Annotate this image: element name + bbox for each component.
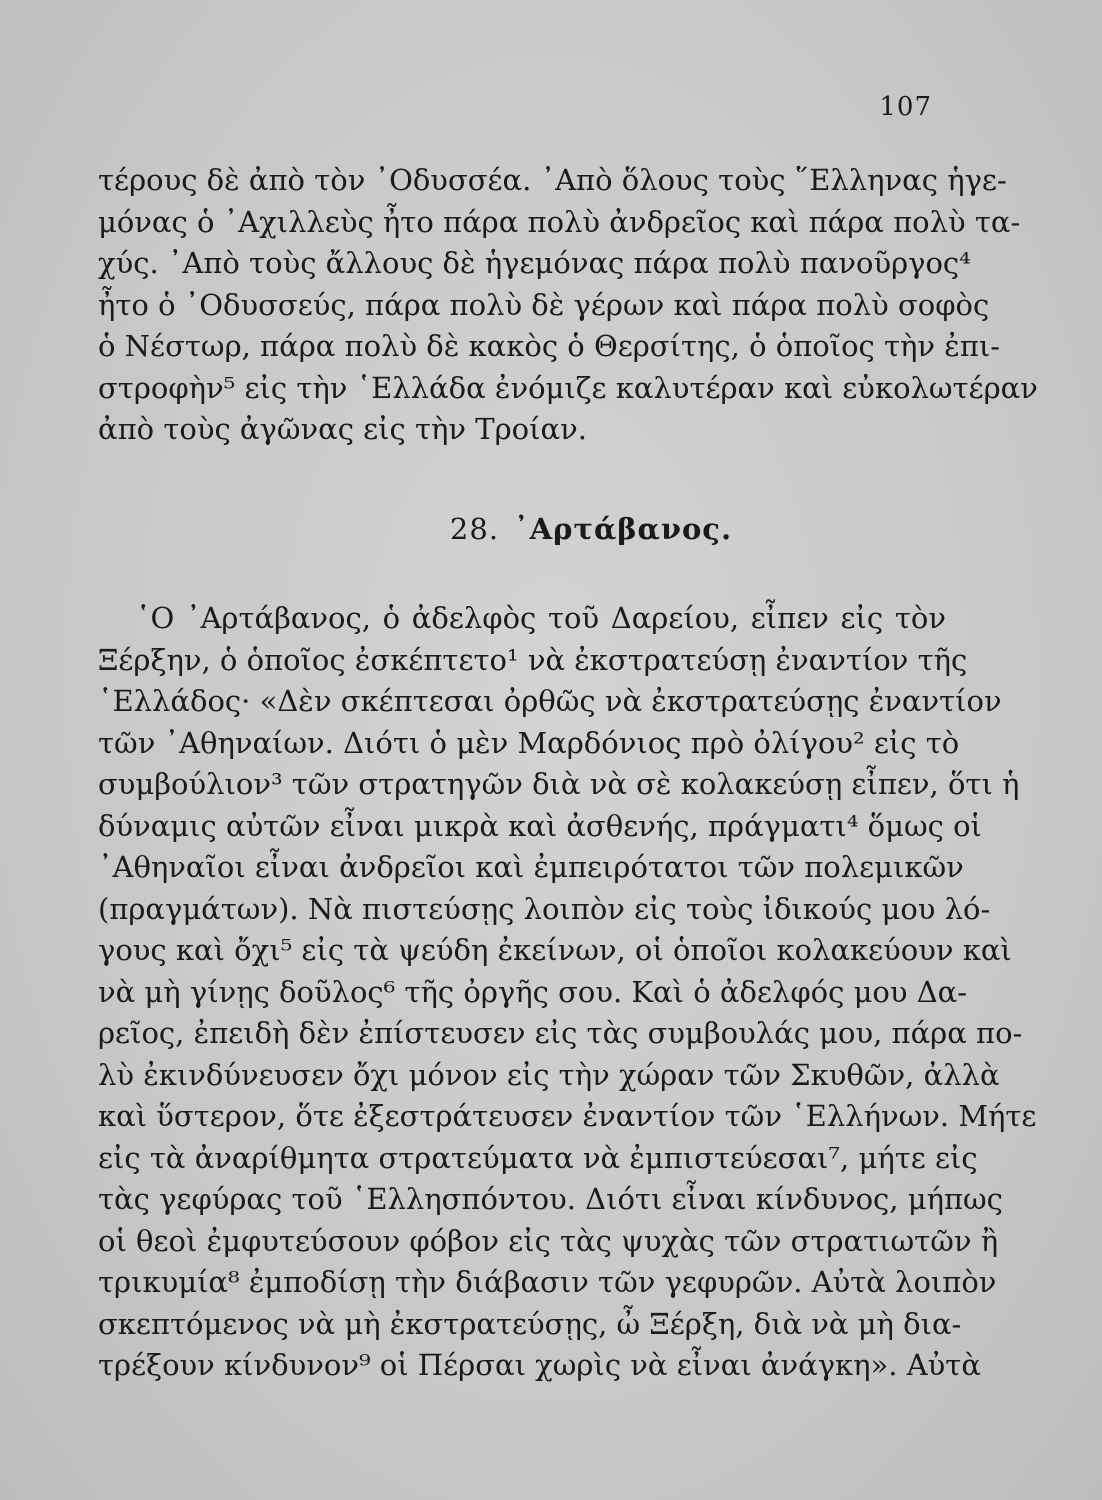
text-line: γους καὶ ὄχι⁵ εἰς τὰ ψεύδη ἐκείνων, οἱ ὁποῖοι κολακεύουν καὶ bbox=[98, 933, 1012, 967]
text-line: εἰς τὰ ἀναρίθμητα στρατεύματα νὰ ἐμπιστεύεσαι⁷, μήτε εἰς bbox=[98, 1140, 978, 1175]
section-title: ᾿Αρτάβανος. bbox=[514, 512, 733, 546]
text-line: ἦτο ὁ ᾿Οδυσσεύς, πάρα πολὺ δὲ γέρων καὶ πάρα πολὺ σοφὸς bbox=[98, 287, 990, 322]
text-line: στροφὴν⁵ εἰς τὴν ῾Ελλάδα ἐνόμιζε καλυτέραν καὶ εὐκολωτέραν bbox=[98, 370, 1038, 405]
text-line: συμβούλιον³ τῶν στρατηγῶν διὰ νὰ σὲ κολακεύσῃ εἶπεν, ὅτι ἡ bbox=[98, 767, 1020, 801]
text-line: τέρους δὲ ἀπὸ τὸν ᾿Οδυσσέα. ᾿Απὸ ὅλους τοὺς ῞Ελληνας ἡγε- bbox=[98, 163, 1007, 197]
text-line: τὰς γεφύρας τοῦ ῾Ελλησπόντου. Διότι εἶναι κίνδυνος, μήπως bbox=[98, 1182, 1003, 1216]
text-line: δύναμις αὐτῶν εἶναι μικρὰ καὶ ἀσθενής, πράγματι⁴ ὅμως οἱ bbox=[98, 808, 982, 843]
text-line: οἱ θεοὶ ἐμφυτεύσουν φόβον εἰς τὰς ψυχὰς τῶν στρατιωτῶν ἢ bbox=[98, 1223, 999, 1258]
text-line: τῶν ᾿Αθηναίων. Διότι ὁ μὲν Μαρδόνιος πρὸ ὀλίγου² εἰς τὸ bbox=[98, 725, 960, 760]
section-number: 28. bbox=[449, 512, 500, 546]
paragraph-continuation bbox=[98, 160, 1038, 451]
page-number: 107 bbox=[879, 92, 932, 122]
section-paragraph bbox=[98, 598, 1037, 1387]
text-line: ἀπὸ τοὺς ἀγῶνας εἰς τὴν Τροίαν. bbox=[98, 412, 587, 446]
text-line: χύς. ᾿Απὸ τοὺς ἄλλους δὲ ἡγεμόνας πάρα πολὺ πανοῦργος⁴ bbox=[98, 246, 971, 280]
section-heading bbox=[0, 512, 1102, 546]
text-line: μόνας ὁ ᾿Αχιλλεὺς ἦτο πάρα πολὺ ἀνδρεῖος καὶ πάρα πολὺ τα- bbox=[98, 204, 1021, 239]
text-line: ῾Ο ᾿Αρτάβανος, ὁ ἀδελφὸς τοῦ Δαρείου, εἶπεν εἰς τὸν bbox=[136, 601, 946, 635]
text-line: ὁ Νέστωρ, πάρα πολὺ δὲ κακὸς ὁ Θερσίτης, ὁ ὁποῖος τὴν ἐπι- bbox=[98, 329, 1001, 363]
text-line: νὰ μὴ γίνῃς δοῦλος⁶ τῆς ὀργῆς σου. Καὶ ὁ ἀδελφός μου Δα- bbox=[98, 974, 968, 1009]
text-line: λὺ ἐκινδύνευσεν ὄχι μόνον εἰς τὴν χώραν τῶν Σκυθῶν, ἀλλὰ bbox=[98, 1057, 1000, 1092]
text-line: (πραγμάτων). Νὰ πιστεύσῃς λοιπὸν εἰς τοὺς ἰδικούς μου λό- bbox=[98, 891, 991, 926]
text-line: σκεπτόμενος νὰ μὴ ἐκστρατεύσῃς, ὦ Ξέρξη, διὰ νὰ μὴ δια- bbox=[98, 1306, 962, 1341]
text-line: Ξέρξην, ὁ ὁποῖος ἐσκέπτετο¹ νὰ ἐκστρατεύσῃ ἐναντίον τῆς bbox=[98, 642, 968, 677]
text-line: ᾿Αθηναῖοι εἶναι ἀνδρεῖοι καὶ ἐμπειρότατοι τῶν πολεμικῶν bbox=[98, 850, 964, 884]
text-line: τρέξουν κίνδυνον⁹ οἱ Πέρσαι χωρὶς νὰ εἶναι ἀνάγκη». Αὐτὰ bbox=[98, 1348, 981, 1382]
text-line: τρικυμία⁸ ἐμποδίσῃ τὴν διάβασιν τῶν γεφυρῶν. Αὐτὰ λοιπὸν bbox=[98, 1265, 997, 1299]
text-line: ῾Ελλάδος· «Δὲν σκέπτεσαι ὀρθῶς νὰ ἐκστρατεύσῃς ἐναντίον bbox=[98, 684, 1002, 718]
text-line: ρεῖος, ἐπειδὴ δὲν ἐπίστευσεν εἰς τὰς συμβουλάς μου, πάρα πο- bbox=[98, 1016, 1023, 1050]
text-line: καὶ ὕστερον, ὅτε ἐξεστράτευσεν ἐναντίον τῶν ῾Ελλήνων. Μήτε bbox=[98, 1099, 1037, 1133]
